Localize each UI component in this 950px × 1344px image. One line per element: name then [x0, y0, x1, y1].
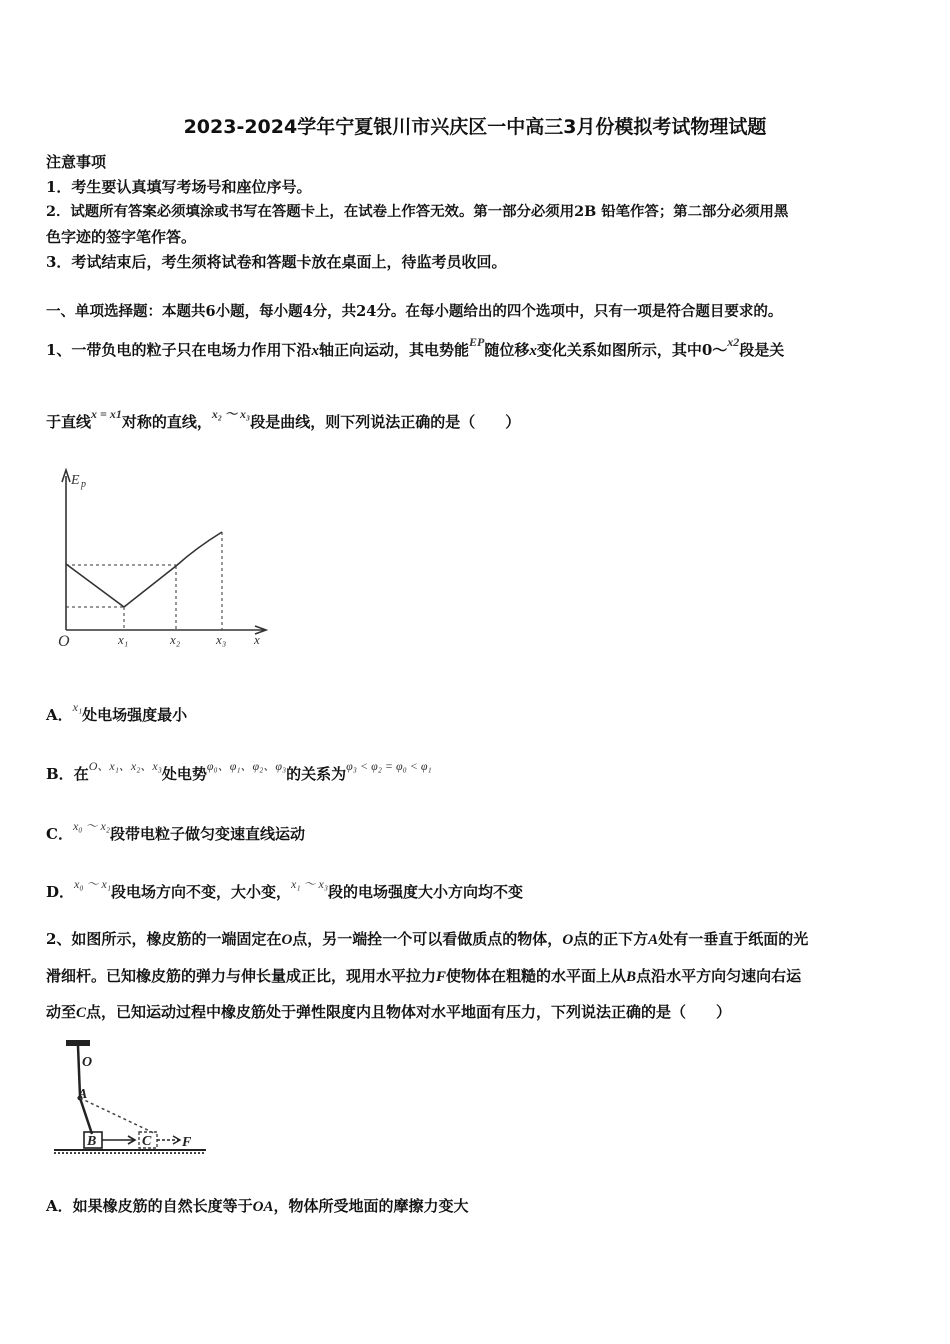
option-label: C． [46, 825, 73, 843]
ceiling-mount [66, 1040, 90, 1046]
y-axis-label: E [71, 473, 80, 488]
option-math: φ₃ < φ₂ = φ₀ < φ₁ [346, 759, 432, 773]
eq-text: x = x [91, 407, 116, 421]
option-math: x₀ ～ x₂ [72, 819, 110, 833]
q2-var: O [281, 932, 293, 948]
q2-var: A [648, 932, 659, 948]
question-2-line-2 [46, 966, 801, 987]
option-label: A． [46, 706, 73, 724]
q2-text: 滑细杆。已知橡皮筋的弹力与伸长量成正比，现用水平拉力 [46, 967, 437, 985]
label-o: O [82, 1055, 93, 1070]
origin-label: O [58, 633, 70, 650]
rubber-band-lower [80, 1098, 92, 1134]
rubber-band-figure [44, 1036, 214, 1166]
option-text: 如果橡皮筋的自然长度等于 [72, 1197, 253, 1215]
q1-option-d [46, 877, 524, 903]
q1-ep [469, 335, 484, 349]
question-2-line-1 [46, 929, 808, 950]
page-title: 2023-2024学年宁夏银川市兴庆区一中高三3月份模拟考试物理试题 [183, 116, 767, 138]
question-1-line-1 [46, 335, 785, 361]
q2-text: 处有一垂直于纸面的光 [658, 930, 809, 948]
q2-text: 点的正下方 [573, 930, 649, 948]
q1-zero: 0～ [701, 341, 728, 359]
tick-label: x₂ [170, 632, 181, 647]
ep-curve [176, 532, 222, 566]
q1-option-c [46, 819, 305, 845]
tick-label: x₁ [118, 632, 129, 647]
option-text: 段的电场强度大小方向均不变 [328, 883, 524, 901]
q1-text: 段是曲线，则下列说法正确的是（ ） [250, 413, 521, 431]
q2-text: 点，已知运动过程中橡皮筋处于弹性限度内且物体对水平地面有压力，下列说法正确的是（ ） [86, 1003, 732, 1021]
ep-x-graph [40, 462, 280, 652]
option-text: 处电势 [161, 765, 207, 783]
option-text: 的关系为 [286, 765, 347, 783]
notice-item: 2．试题所有答案必须填涂或书写在答题卡上，在试卷上作答无效。第一部分必须用2B 铅笔作答；第二部分必须用黑 [46, 203, 789, 220]
ep-sub: P [476, 335, 485, 349]
q2-text: 点沿水平方向匀速向右运 [636, 967, 802, 985]
option-text: 段带电粒子做匀变速直线运动 [109, 825, 305, 843]
q1-x: x [311, 343, 319, 359]
x2-symbol: x [727, 335, 734, 349]
ep-line [66, 564, 176, 607]
tick-label: x₃ [216, 632, 227, 647]
question-2-line-3 [46, 1002, 731, 1023]
notice-item: 色字迹的签字笔作答。 [46, 228, 197, 246]
label-a: A [78, 1087, 88, 1102]
label-c: C [142, 1134, 152, 1149]
q2-text: 动至 [46, 1003, 77, 1021]
section-heading: 一、单项选择题：本题共6小题，每小题4分，共24分。在每小题给出的四个选项中，只有一项是符合题目要求的。 [46, 303, 783, 320]
q1-eq [91, 407, 122, 421]
option-label: D． [46, 883, 75, 901]
q2-var: O [562, 932, 574, 948]
option-text: ，物体所受地面的摩擦力变大 [273, 1197, 469, 1215]
q2-var: OA [252, 1199, 274, 1215]
q1-text: 随位移 [484, 341, 530, 359]
q2-var: C [76, 1005, 87, 1021]
label-b: B [87, 1134, 97, 1149]
q2-text: 使物体在粗糙的水平面上从 [446, 967, 627, 985]
q1-option-a [46, 700, 188, 726]
ep-symbol: E [468, 335, 477, 349]
option-math: φ₀、φ₁、φ₂、φ₃ [206, 759, 287, 773]
q2-text: 2、如图所示，橡皮筋的一端固定在 [46, 930, 282, 948]
option-label: A． [46, 1197, 73, 1215]
q1-x2 [727, 335, 739, 349]
notice-item: 3．考试结束后，考生须将试卷和答题卡放在桌面上，待监考员收回。 [46, 253, 507, 271]
y-axis-label-sub: p [81, 479, 86, 490]
option-math: O、x₁、x₂、x₃ [88, 759, 162, 773]
q1-text: 轴正向运动，其电势能 [318, 341, 469, 359]
label-f: F [182, 1135, 192, 1150]
q2-option-a [46, 1196, 469, 1217]
q1-text: 于直线 [46, 413, 92, 431]
notice-item: 1．考生要认真填写考场号和座位序号。 [46, 178, 312, 196]
q1-text: 1、一带负电的粒子只在电场力作用下沿 [46, 341, 312, 359]
q2-var: B [626, 969, 637, 985]
notice-heading: 注意事项 [46, 153, 107, 171]
option-text: 段电场方向不变，大小变， [111, 883, 292, 901]
question-1-line-2 [46, 407, 521, 433]
q1-x: x [529, 343, 537, 359]
option-text: 在 [73, 765, 89, 783]
q1-text: 对称的直线， [121, 413, 212, 431]
x-axis-label: x [254, 632, 260, 647]
option-math: x₀ ～ x₁ [74, 877, 112, 891]
q1-range: x₂ ～ x₃ [211, 407, 251, 421]
option-label: B． [46, 765, 74, 783]
q2-text: 点，另一端拴一个可以看做质点的物体， [292, 930, 563, 948]
q2-var: F [436, 969, 447, 985]
eq-sub: 1 [115, 407, 122, 421]
option-math: x₁ [72, 700, 83, 714]
option-math: x₁ ～ x₃ [291, 877, 329, 891]
option-text: 处电场强度最小 [82, 706, 188, 724]
q1-text: 变化关系如图所示，其中 [536, 341, 702, 359]
x2-sub: 2 [733, 335, 740, 349]
q1-text: 段是关 [739, 341, 785, 359]
q1-option-b [46, 759, 432, 785]
